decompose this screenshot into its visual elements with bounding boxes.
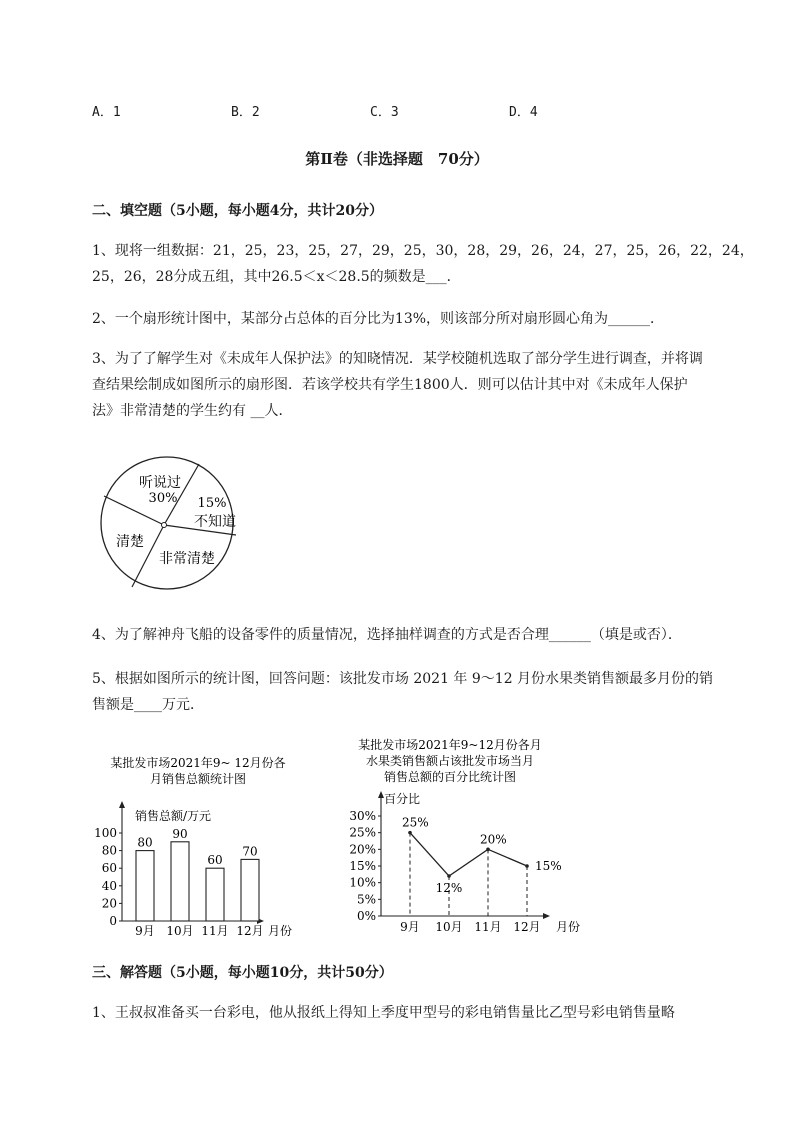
bar-chart-ytick-label: 60 xyxy=(101,861,117,876)
line-value-label: 20% xyxy=(480,832,507,847)
pie-center xyxy=(162,523,167,528)
bar-value-label: 60 xyxy=(207,853,223,868)
line-value-label: 25% xyxy=(402,815,429,830)
line-chart-category-label: 10月 xyxy=(435,920,463,934)
q2: 2、一个扇形统计图中，某部分占总体的百分比为13%，则该部分所对扇形圆心角为______． xyxy=(92,311,665,327)
line-chart-ytick-label: 25% xyxy=(349,825,376,840)
bar-4 xyxy=(241,859,259,921)
bar-category-label: 12月 xyxy=(236,924,264,938)
section3-heading: 三、解答题（5小题，每小题10分，共计50分） xyxy=(92,965,393,981)
option-a: A．1 xyxy=(92,105,121,120)
bar-value-label: 80 xyxy=(137,835,153,850)
line-value-label: 15% xyxy=(535,859,562,873)
bar-value-label: 70 xyxy=(242,844,258,859)
bar-chart-title-line1: 某批发市场2021年9~ 12月份各 xyxy=(110,756,286,770)
line-value-label: 12% xyxy=(435,881,463,895)
pie-label-very-clear: 非常清楚 xyxy=(159,551,215,567)
pie-label-clear: 清楚 xyxy=(116,534,144,550)
bar-chart-ylabel: 销售总额/万元 xyxy=(135,809,212,823)
bar-chart-xlabel: 月份 xyxy=(268,924,293,938)
line-chart-title-line1: 某批发市场2021年9~12月份各月 xyxy=(358,738,542,752)
option-c: C．3 xyxy=(370,105,399,120)
line-chart-xlabel: 月份 xyxy=(556,920,581,934)
line-chart-x-arrow xyxy=(543,913,550,919)
bar-chart-title-line2: 月销售总额统计图 xyxy=(149,772,247,786)
bar-3 xyxy=(206,868,224,921)
bar-2 xyxy=(171,842,189,921)
line-chart-category-label: 12月 xyxy=(513,920,541,934)
line-chart-title-line2: 水果类销售额占该批发市场当月 xyxy=(365,754,535,768)
bar-chart-ytick-label: 20 xyxy=(101,896,117,911)
q1-line1: 1、现将一组数据：21，25，23，25，27，29，25，30，28，29，26，24，27，25，26，22，24， xyxy=(92,243,754,259)
q3-line1: 3、为了了解学生对《未成年人保护法》的知晓情况．某学校随机选取了部分学生进行调查，并将调 xyxy=(92,351,703,367)
pie-label-heard: 听说过 xyxy=(139,475,181,491)
bar-chart-ytick-label: 0 xyxy=(109,914,117,928)
line-point xyxy=(447,874,451,878)
line-point xyxy=(525,864,529,868)
line-chart-ytick-label: 30% xyxy=(349,809,376,823)
line-chart-ytick-label: 20% xyxy=(349,842,376,857)
bar-chart-ytick-label: 100 xyxy=(94,826,117,840)
section2-heading: 二、填空题（5小题，每小题4分，共计20分） xyxy=(92,203,383,219)
line-chart-ylabel: 百分比 xyxy=(384,792,421,806)
pie-chart xyxy=(88,455,248,595)
line-chart-ytick-label: 15% xyxy=(349,859,376,873)
bar-category-label: 9月 xyxy=(135,924,155,938)
line-chart-ytick-label: 5% xyxy=(356,892,376,907)
bar-category-label: 11月 xyxy=(201,924,229,938)
bar-1 xyxy=(136,851,154,921)
bar-value-label: 90 xyxy=(172,826,188,841)
line-chart-title-line3: 销售总额的百分比统计图 xyxy=(383,770,517,784)
bar-category-label: 10月 xyxy=(166,924,194,938)
q5-line2: 售额是____万元． xyxy=(92,697,204,713)
q4: 4、为了解神舟飞船的设备零件的质量情况，选择抽样调查的方式是否合理______（填是或否）． xyxy=(92,627,682,643)
line-chart-category-label: 9月 xyxy=(400,920,420,934)
option-b: B．2 xyxy=(231,105,260,120)
line-point xyxy=(408,831,412,835)
q6: 1、王叔叔准备买一台彩电，他从报纸上得知上季度甲型号的彩电销售量比乙型号彩电销售量略 xyxy=(92,1005,675,1021)
part2-title: 第Ⅱ卷（非选择题 70分） xyxy=(305,150,489,168)
option-d: D．4 xyxy=(509,105,538,120)
q3-line3: 法》非常清楚的学生约有 __人． xyxy=(92,403,293,419)
pie-pct-heard: 30% xyxy=(148,491,178,506)
line-chart-ytick-label: 10% xyxy=(349,875,376,890)
line-chart-ytick-label: 0% xyxy=(356,909,376,923)
line-chart-category-label: 11月 xyxy=(474,920,502,934)
line-series xyxy=(410,833,527,876)
bar-chart xyxy=(88,755,308,940)
pie-label-unknown: 不知道 xyxy=(194,514,236,530)
q5-line1: 5、根据如图所示的统计图，回答问题：该批发市场 2021 年 9～12 月份水果类销售额最多月份的销 xyxy=(92,671,714,687)
line-chart xyxy=(338,735,598,940)
pie-pct-unknown: 15% xyxy=(197,496,227,511)
bar-chart-ytick-label: 80 xyxy=(101,843,117,858)
bar-chart-y-arrow xyxy=(119,801,125,808)
q3-line2: 查结果绘制成如图所示的扇形图．若该学校共有学生1800人．则可以估计其中对《未成年人保护 xyxy=(92,377,688,393)
bar-chart-ytick-label: 40 xyxy=(101,878,117,893)
q1-line2: 25，26，28分成五组，其中26.5＜x＜28.5的频数是___． xyxy=(92,269,461,285)
line-point xyxy=(486,848,490,852)
